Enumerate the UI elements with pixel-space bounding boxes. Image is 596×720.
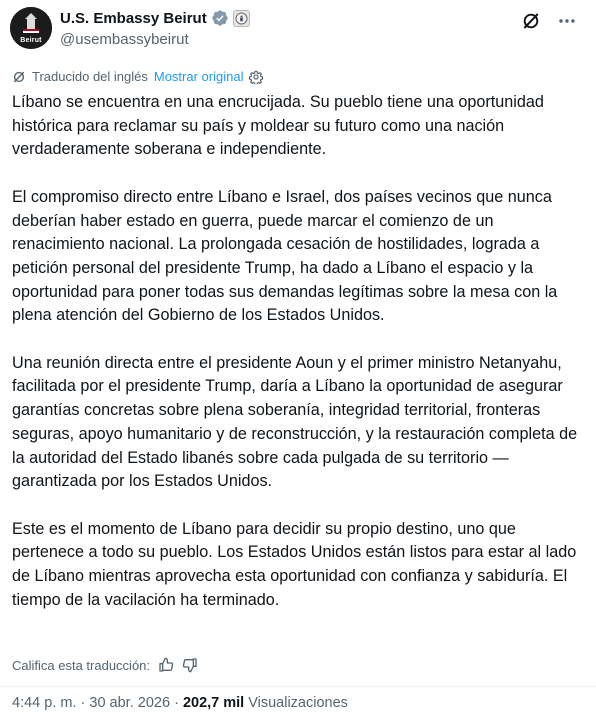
meta-separator: ·: [80, 695, 86, 711]
views-count: 202,7 mil: [182, 695, 245, 711]
meta-separator: ·: [174, 695, 179, 711]
rate-translation: [12, 657, 198, 673]
divider: [0, 686, 596, 687]
translation-notice: [12, 69, 263, 84]
tweet-header: [0, 0, 596, 60]
tweet-paragraph: Una reunión directa entre el presidente Aoun y el primer ministro Netanyahu, facilitada por el presidente Trump, daría a Líbano la oportunidad de asegurar garantías concretas sobre plena soberanía, integridad territorial, fronteras seguras, apoyo humanitario y de reconstrucción, y la restauración completa de la autoridad del Estado libanés sobre cada pulgada de su territorio —garantizada por los Estados Unidos.: [12, 353, 578, 491]
more-options-icon[interactable]: [556, 10, 578, 32]
avatar[interactable]: [10, 7, 52, 49]
tweet-time[interactable]: 4:44 p. m.: [12, 695, 77, 711]
rate-translation-label: Califica esta traducción:: [12, 657, 151, 673]
grok-icon[interactable]: [520, 10, 542, 32]
settings-gear-icon[interactable]: [249, 70, 263, 84]
translate-grok-icon: [12, 70, 26, 84]
verified-badge-icon[interactable]: [211, 9, 229, 27]
thumbs-up-icon[interactable]: [158, 657, 174, 673]
header-actions: [520, 10, 578, 32]
views-label: Visualizaciones: [248, 695, 348, 711]
name-row: [60, 9, 250, 27]
tweet-meta: [12, 695, 348, 711]
tweet-paragraph: Líbano se encuentra en una encrucijada. Su pueblo tiene una oportunidad histórica para reclamar su país y moldear su futuro como una nación verdaderamente soberana e independiente.: [12, 93, 544, 159]
tweet-text: [12, 91, 587, 636]
government-seal-icon[interactable]: [233, 10, 250, 27]
avatar-label: Beirut: [20, 37, 42, 44]
tweet-paragraph: Este es el momento de Líbano para decidir su propio destino, uno que pertenece a todo su pueblo. Los Estados Unidos están listos para estar al lado de Líbano mientras aprovecha esta oportunidad con confianza y sabiduría. El tiempo de la vacilación ha terminado.: [12, 519, 577, 609]
tweet-paragraph: El compromiso directo entre Líbano e Israel, dos países vecinos que nunca deberían haber estado en guerra, puede marcar el comienzo de un renacimiento nacional. La prolongada cesación de hostilidades, lograda a petición personal del presidente Trump, ha dado a Líbano el espacio y la oportunidad para poner todas sus demandas legítimas sobre la mesa con la plena atención del Gobierno de los Estados Unidos.: [12, 187, 558, 325]
thumbs-down-icon[interactable]: [182, 657, 198, 673]
display-name[interactable]: U.S. Embassy Beirut: [60, 9, 207, 27]
show-original-link[interactable]: Mostrar original: [153, 69, 244, 84]
translated-from-label: Traducido del inglés: [32, 69, 148, 84]
handle[interactable]: @usembassybeirut: [60, 31, 189, 48]
tweet-date[interactable]: 30 abr. 2026: [89, 695, 171, 711]
